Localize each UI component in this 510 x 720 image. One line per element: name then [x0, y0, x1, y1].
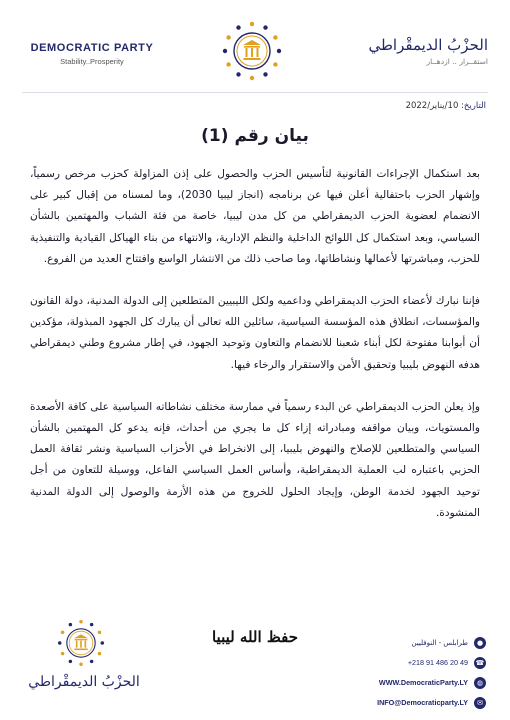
header-divider	[22, 92, 488, 93]
contact-phone	[336, 654, 486, 671]
paragraph-2: فإننا نبارك لأعضاء الحزب الديمقراطي وداعميه ولكل الليبيين المتطلعين إلى الدولة المدنية، دولة القانون والمؤسسات، انطلاق هذه المؤسسة السياسية، سائلين الله تعالى أن يبارك كل الجهود المبذولة، مؤكدين أن أبوابنا مفتوحة لكل أبناء شعبنا للانضمام والتعاون وتوحيد الجهود، في إطار مشروع وطني ديمقراطي هدفه النهوض بليبيا وتحقيق الأمن والاستقرار والرخاء فيها.	[30, 295, 480, 371]
party-logo-icon	[219, 18, 285, 84]
contact-block	[336, 634, 486, 714]
phone-icon: ☎	[475, 658, 485, 667]
globe-icon: ◍	[474, 677, 486, 689]
arabic-brand	[338, 36, 488, 66]
letterhead	[0, 0, 510, 92]
phone-text: +218 91 486 20 49	[407, 658, 468, 667]
english-party-name: DEMOCRATIC PARTY	[30, 42, 154, 54]
closing-signature: حفظ الله ليبيا	[211, 628, 298, 646]
date-label: التاريخ:	[461, 101, 486, 111]
email-icon: ✉	[474, 697, 486, 709]
paragraph-3: وإذ يعلن الحزب الديمقراطي عن البدء رسمياً في ممارسة مختلف نشاطاته السياسية على كافة الأصعدة والمستويات، وبيان مواقفه ومبادراته إزاء كل ما يجري من أحداث، فإنه يدعو كل المهتمين بالشأن السياسي والمتطلعين للإصلاح والنهوض بليبيا، إلى الانخراط في الأحزاب السياسية ونشر ثقافة العمل الحزبي باعتباره لب العملية الديمقراطية، وأساس العمل السياسي الفاعل، ووسيلة للتعاون من أجل توحيد الجهود لخدمة الوطن، وإيجاد الحلول للخروج من هذه الأزمة والوصول إلى الدولة المدنية المنشودة.	[30, 400, 480, 519]
english-brand	[22, 42, 162, 66]
arabic-tagline: استقــرار .. ازدهــار	[426, 57, 488, 66]
paragraph-1: بعد استكمال الإجراءات القانونية لتأسيس الحزب والحصول على إذن المزاولة كحزب مرخص رسمياً، وإشهار الحزب باحتفالية أعلن فيها عن برنامجه (انجاز ليبيا 2030)، وما لمسناه من إقبال كبير على الانضمام لعضوية الحزب الديمقراطي من كل مدن ليبيا، خاصة من فئة الشباب والمهتمين بالشأن السياسي، وبعد استكمال كل اللوائح الداخلية والنظم الإدارية، والانتهاء من بناء الهياكل القيادية والتنفيذية للحزب، ومباشرتها لأعمالها ونشاطاتها، وما صاحب ذلك من الانتشار الواسع وافتتاح العديد من الفروع.	[30, 168, 480, 265]
english-tagline: Stability..Prosperity	[60, 57, 124, 66]
statement-title: بيان رقم (1)	[201, 126, 309, 146]
contact-address	[336, 634, 486, 651]
arabic-party-name: الحزْبُ الديمقْراطي	[368, 36, 488, 54]
footer-logo-icon	[55, 617, 107, 669]
email-link[interactable]: INFO@Democraticparty.LY	[377, 698, 468, 707]
footer-arabic-party-name: الحزْبُ الديمقْراطي	[28, 674, 140, 690]
website-link[interactable]: WWW.DemocraticParty.LY	[378, 678, 468, 687]
contact-email[interactable]	[336, 694, 486, 711]
statement-body	[30, 164, 480, 545]
location-pin-icon: ●	[474, 637, 486, 649]
date-value: 10/يناير/2022	[405, 101, 459, 111]
contact-website[interactable]	[336, 674, 486, 691]
date-line	[406, 101, 486, 111]
address-text: طرابلس - النوفليين	[411, 638, 468, 647]
